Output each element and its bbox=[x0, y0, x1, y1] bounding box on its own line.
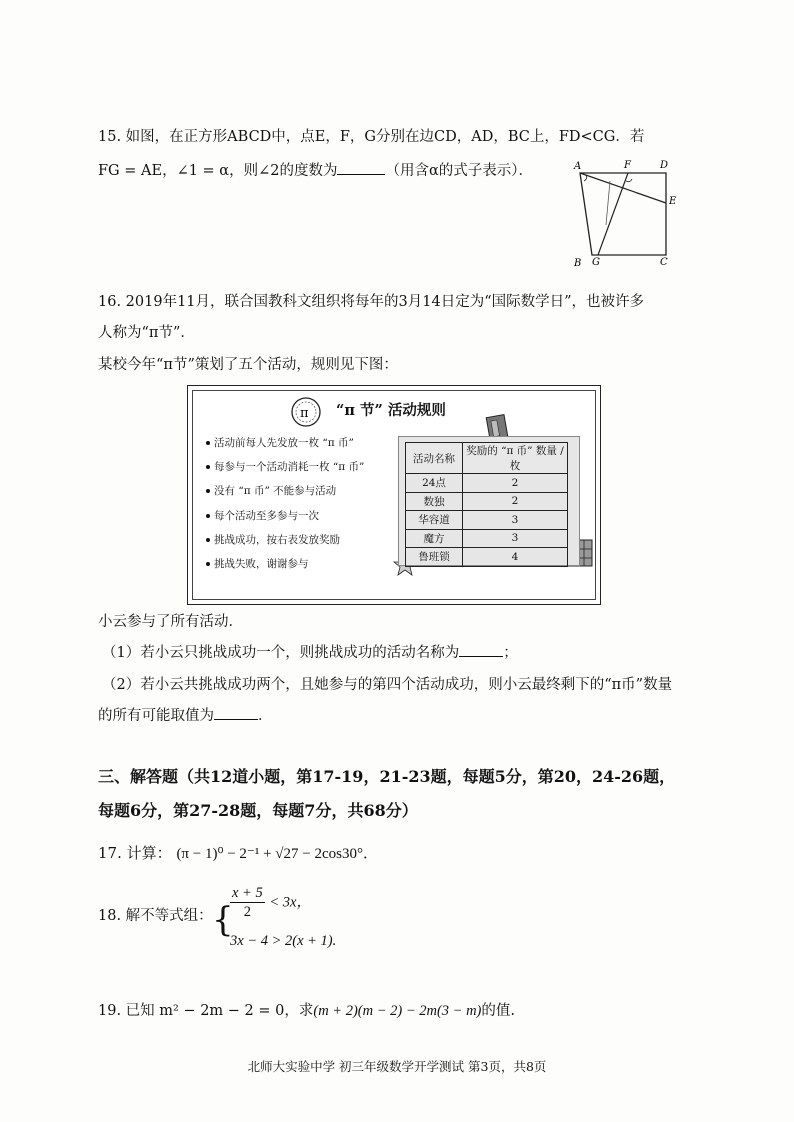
table-cell: 魔方 bbox=[406, 529, 463, 548]
q15-answer-blank[interactable] bbox=[337, 174, 385, 175]
q16-number: 16. bbox=[98, 294, 122, 310]
q15-line2 bbox=[98, 160, 533, 182]
rules-list bbox=[192, 430, 392, 580]
q16-part2-line2: 的所有可能取值为 ． bbox=[98, 708, 273, 724]
label-d: D bbox=[660, 160, 669, 171]
rule-item: 每参与一个活动消耗一枚 “π 币” bbox=[206, 460, 364, 474]
table-cell: 24点 bbox=[406, 474, 463, 493]
bullet-icon bbox=[206, 489, 210, 493]
rules-title: “π 节” 活动规则 bbox=[336, 402, 446, 419]
q16-part2-text: 的所有可能取值为 bbox=[98, 708, 214, 724]
q17-label: 计算： bbox=[126, 844, 172, 862]
q18-fraction-numerator: x + 5 bbox=[232, 885, 263, 901]
rule-item: 没有 “π 币” 不能参与活动 bbox=[206, 484, 336, 498]
q15-text-2a: FG = AE，∠1 = α，则∠2的度数为 bbox=[98, 163, 338, 179]
table-cell: 2 bbox=[463, 474, 568, 493]
angle-2-arc bbox=[626, 179, 632, 182]
q16-line2: 人称为“π节”． bbox=[98, 325, 195, 341]
q17-line bbox=[98, 842, 378, 865]
section-3-heading-line1: 三、解答题（共12道小题，第17-19，21-23题，每题5分，第20，24-26题， bbox=[98, 767, 676, 786]
table-row bbox=[406, 492, 568, 511]
q19-text-b: 的值. bbox=[481, 1003, 515, 1019]
label-b: B bbox=[574, 258, 582, 269]
q16-after-text: 小云参与了所有活动． bbox=[98, 614, 243, 630]
table-row bbox=[406, 529, 568, 548]
table-row bbox=[406, 548, 568, 567]
rule-item: 挑战失败，谢谢参与 bbox=[206, 557, 309, 571]
rule-item: 每个活动至多参与一次 bbox=[206, 509, 319, 523]
segment-fg bbox=[598, 173, 628, 255]
table-cell: 3 bbox=[463, 511, 568, 530]
label-e: E bbox=[669, 196, 677, 207]
q17-number: 17. bbox=[98, 844, 122, 862]
q16-line1 bbox=[98, 291, 644, 313]
table-header-row bbox=[406, 443, 568, 474]
table-cell: 2 bbox=[463, 492, 568, 511]
table-cell: 数独 bbox=[406, 492, 463, 511]
system-brace: { bbox=[212, 900, 234, 940]
q15-text-1: 如图，在正方形ABCD中，点E，F，G分别在边CD，AD，BC上，FD<CG．若 bbox=[125, 129, 645, 145]
q19-line bbox=[98, 1000, 515, 1022]
sketch-line bbox=[606, 181, 610, 225]
table-cell: 4 bbox=[463, 548, 568, 567]
table-row bbox=[406, 474, 568, 493]
reward-table bbox=[405, 442, 568, 567]
label-f: F bbox=[624, 160, 631, 171]
q16-part1: （1）若小云只挑战成功一个，则挑战成功的活动名称为 ； bbox=[102, 645, 518, 661]
q16-text-1: 2019年11月，联合国教科文组织将每年的3月14日定为“国际数学日”，也被许多 bbox=[125, 294, 645, 310]
bullet-icon bbox=[206, 465, 210, 469]
bullet-icon bbox=[206, 562, 210, 566]
q18-inequality-2: 3x − 4 > 2(x + 1). bbox=[230, 933, 337, 949]
q18-label-line bbox=[98, 905, 213, 927]
table-cell: 华容道 bbox=[406, 511, 463, 530]
q18-fraction-denominator: 2 bbox=[243, 904, 251, 920]
q18-inequality-1 bbox=[230, 884, 311, 921]
table-row bbox=[406, 511, 568, 530]
table-header-cell: 活动名称 bbox=[406, 443, 463, 474]
q18-number: 18. bbox=[98, 908, 122, 924]
angle-1-arc bbox=[584, 175, 587, 181]
pi-logo-glyph: π bbox=[300, 406, 309, 421]
q16-part1-text: （1）若小云只挑战成功一个，则挑战成功的活动名称为 bbox=[102, 645, 460, 661]
rule-item: 活动前每人先发放一枚 “π 币” bbox=[206, 436, 354, 450]
q15-square-figure bbox=[568, 155, 688, 270]
q18-fraction bbox=[230, 884, 265, 921]
bullet-icon bbox=[206, 441, 210, 445]
q19-expression: (m + 2)(m − 2) − 2m(3 − m) bbox=[313, 1003, 482, 1019]
label-c: C bbox=[660, 257, 668, 268]
q15-line1 bbox=[98, 126, 644, 148]
bullet-icon bbox=[206, 538, 210, 542]
q16-line3: 某校今年“π节”策划了五个活动，规则见下图： bbox=[98, 357, 398, 373]
table-header-cell: 奖励的 “π 币” 数量 / 枚 bbox=[463, 443, 568, 474]
q16-part2-blank[interactable] bbox=[214, 719, 258, 720]
label-g: G bbox=[592, 257, 600, 268]
q18-ineq1-rest: < 3x， bbox=[269, 894, 311, 911]
section-3-heading-line2: 每题6分，第27-28题，每题7分，共68分） bbox=[98, 801, 418, 820]
table-cell: 3 bbox=[463, 529, 568, 548]
q19-number: 19. bbox=[98, 1003, 122, 1019]
q19-text-a: 已知 m² − 2m − 2 = 0，求 bbox=[125, 1003, 314, 1019]
bullet-icon bbox=[206, 514, 210, 518]
q17-expression: (π − 1)⁰ − 2⁻¹ + √27 − 2cos30°． bbox=[176, 846, 378, 862]
page-footer: 北师大实验中学 初三年级数学开学测试 第3页，共8页 bbox=[247, 1059, 547, 1074]
q16-part2-line1: （2）若小云共挑战成功两个，且她参与的第四个活动成功，则小云最终剩下的“π币”数量 bbox=[102, 677, 673, 693]
q15-text-2b: （用含α的式子表示）． bbox=[385, 163, 534, 179]
pi-logo-icon bbox=[288, 395, 328, 429]
q16-part1-blank[interactable] bbox=[459, 656, 503, 657]
table-cell: 鲁班锁 bbox=[406, 548, 463, 567]
q18-label: 解不等式组： bbox=[125, 908, 213, 924]
q15-number: 15. bbox=[98, 129, 122, 145]
label-a: A bbox=[574, 161, 582, 172]
rule-item: 挑战成功，按右表发放奖励 bbox=[206, 533, 340, 547]
